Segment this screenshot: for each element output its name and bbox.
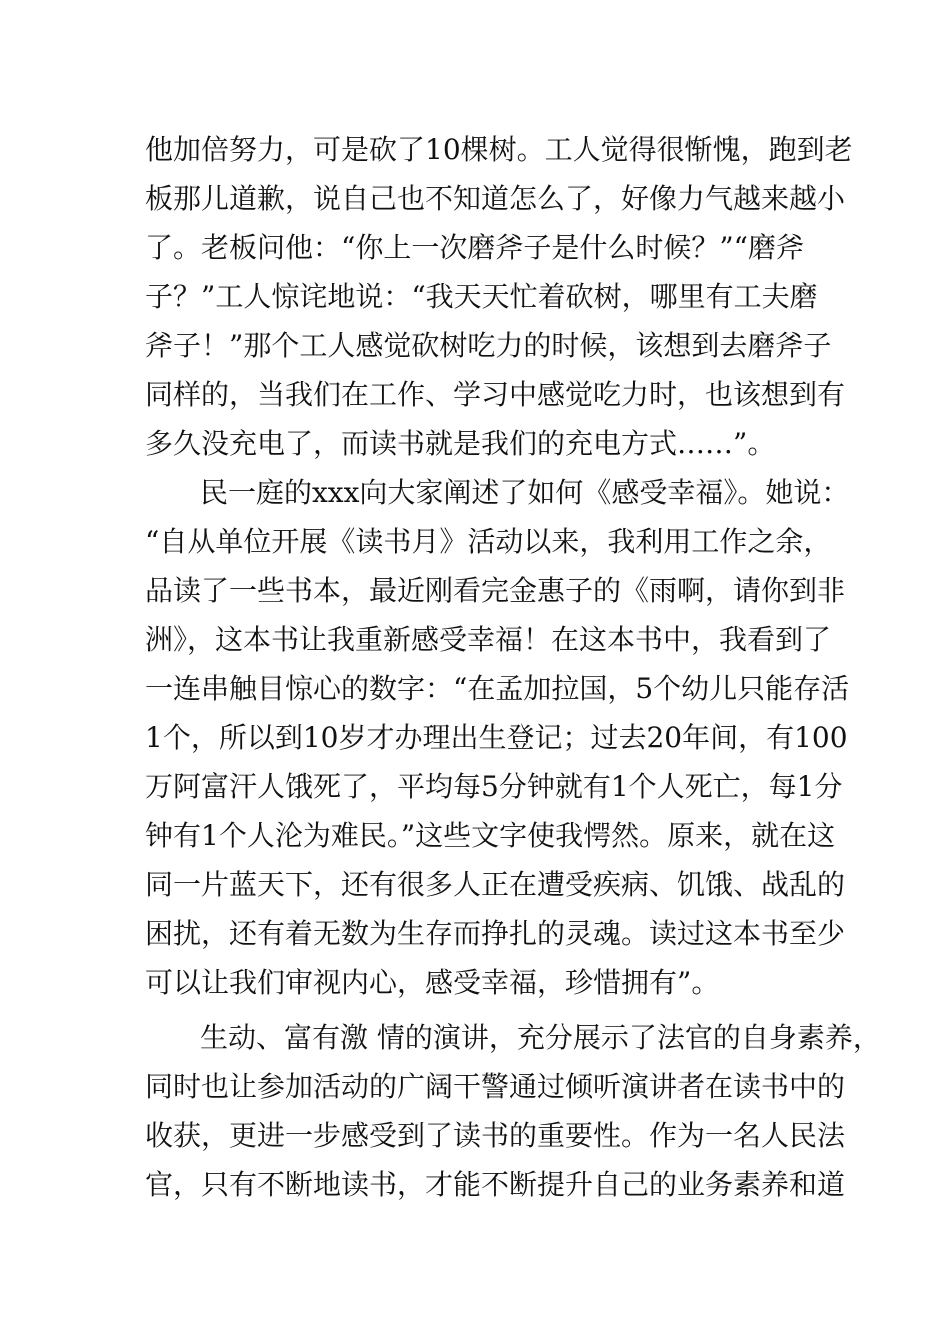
text-line: 可以让我们审视内心，感受幸福，珍惜拥有”。	[145, 966, 720, 999]
text-line: 了。老板问他：“你上一次磨斧子是什么时候？”“磨斧	[145, 231, 804, 264]
text-line: 他加倍努力，可是砍了10棵树。工人觉得很惭愧，跑到老	[145, 133, 853, 166]
text-line: 一连串触目惊心的数字：“在孟加拉国，5个幼儿只能存活	[145, 672, 850, 705]
text-line: 板那儿道歉，说自己也不知道怎么了，好像力气越来越小	[145, 182, 846, 215]
text-line: 万阿富汗人饿死了，平均每5分钟就有1个人死亡，每1分	[145, 770, 843, 803]
text-line: 多久没充电了，而读书就是我们的充电方式……”。	[145, 427, 776, 460]
text-line: 民一庭的xxx向大家阐述了如何《感受幸福》。她说：	[200, 476, 850, 509]
text-line: 同时也让参加活动的广阔干警通过倾听演讲者在读书中的	[145, 1070, 846, 1103]
text-line: 收获，更进一步感受到了读书的重要性。作为一名人民法	[145, 1119, 846, 1152]
text-line: 1个，所以到10岁才办理出生登记；过去20年间，有100	[145, 721, 848, 754]
text-line: 钟有1个人沦为难民。”这些文字使我愕然。原来，就在这	[145, 819, 836, 852]
text-line: 洲》，这本书让我重新感受幸福！在这本书中，我看到了	[145, 623, 832, 656]
text-line: 斧子！”那个工人感觉砍树吃力的时候，该想到去磨斧子	[145, 329, 832, 362]
text-line: 子？”工人惊诧地说：“我天天忙着砍树，哪里有工夫磨	[145, 280, 818, 313]
text-line: 生动、富有激 情的演讲，充分展示了法官的自身素养，	[200, 1021, 881, 1054]
text-line: “自从单位开展《读书月》活动以来，我利用工作之余，	[145, 525, 832, 558]
text-line: 品读了一些书本，最近刚看完金惠子的《雨啊，请你到非	[145, 574, 846, 607]
text-line: 同一片蓝天下，还有很多人正在遭受疾病、饥饿、战乱的	[145, 868, 846, 901]
text-line: 官，只有不断地读书，才能不断提升自己的业务素养和道	[145, 1168, 846, 1201]
text-line: 同样的，当我们在工作、学习中感觉吃力时，也该想到有	[145, 378, 846, 411]
text-line: 困扰，还有着无数为生存而挣扎的灵魂。读过这本书至少	[145, 917, 846, 950]
